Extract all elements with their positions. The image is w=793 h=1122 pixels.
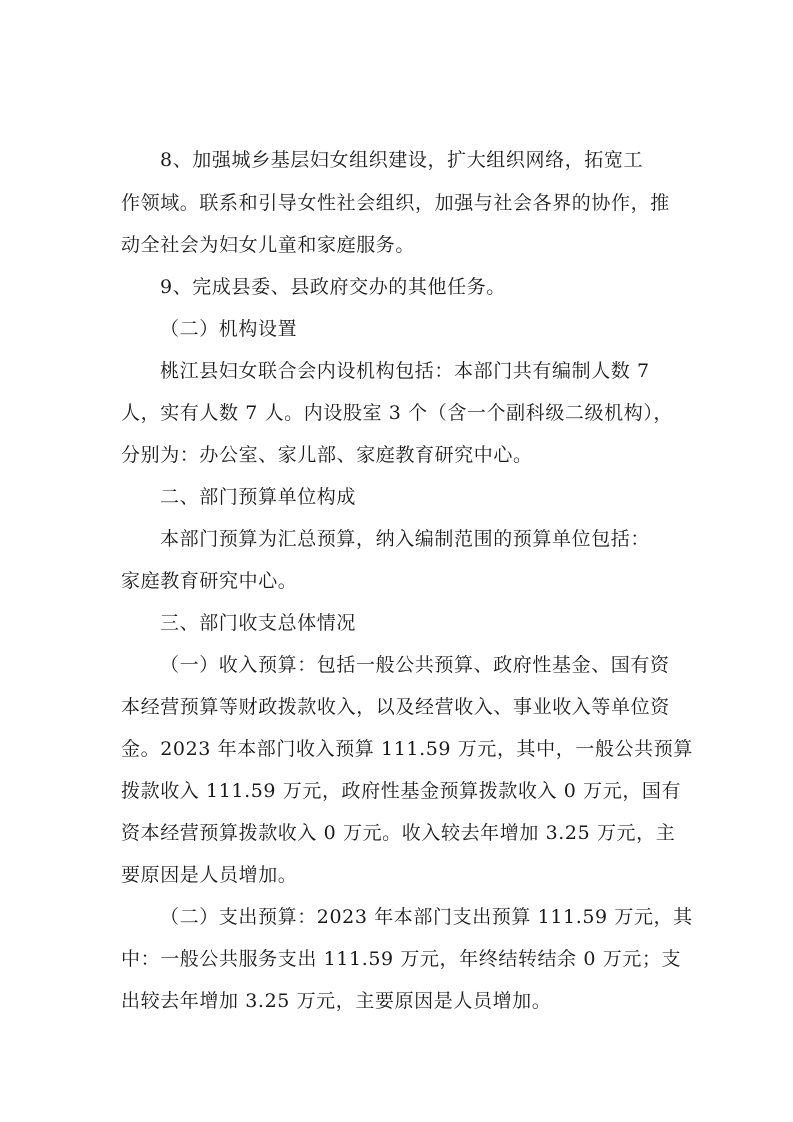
paragraph-line: 分别为：办公室、家儿部、家庭教育研究中心。 [121,444,533,466]
paragraph-line: 本经营预算等财政拨款收入，以及经营收入、事业收入等单位资 [121,696,670,718]
paragraph-line: 要原因是人员增加。 [121,864,298,886]
paragraph-line: 动全社会为妇女儿童和家庭服务。 [121,234,416,256]
paragraph-line: 8、加强城乡基层妇女组织建设，扩大组织网络，拓宽工 [160,149,644,171]
paragraph-line: （一）收入预算：包括一般公共预算、政府性基金、国有资 [160,654,670,676]
paragraph-line: 资本经营预算拨款收入 0 万元。收入较去年增加 3.25 万元，主 [121,822,676,844]
paragraph-line: 9、完成县委、县政府交办的其他任务。 [160,276,506,298]
paragraph-line: （二）支出预算：2023 年本部门支出预算 111.59 万元，其 [160,906,693,928]
paragraph-line: 拨款收入 111.59 万元，政府性基金预算拨款收入 0 万元，国有 [121,780,682,802]
section-heading: （二）机构设置 [160,318,298,340]
paragraph-line: 中：一般公共服务支出 111.59 万元，年终结转结余 0 万元；支 [121,948,682,970]
paragraph-line: 金。2023 年本部门收入预算 111.59 万元，其中，一般公共预算 [121,738,693,760]
paragraph-line: 作领域。联系和引导女性社会组织，加强与社会各界的协作，推 [121,192,670,214]
paragraph-line: 本部门预算为汇总预算，纳入编制范围的预算单位包括： [160,528,651,550]
section-heading: 三、部门收支总体情况 [160,612,357,634]
paragraph-line: 出较去年增加 3.25 万元，主要原因是人员增加。 [121,990,552,1012]
section-heading: 二、部门预算单位构成 [160,486,357,508]
paragraph-line: 家庭教育研究中心。 [121,570,298,592]
paragraph-line: 人，实有人数 7 人。内设股室 3 个（含一个副科级二级机构）， [121,402,674,424]
paragraph-line: 桃江县妇女联合会内设机构包括：本部门共有编制人数 7 [160,360,650,382]
